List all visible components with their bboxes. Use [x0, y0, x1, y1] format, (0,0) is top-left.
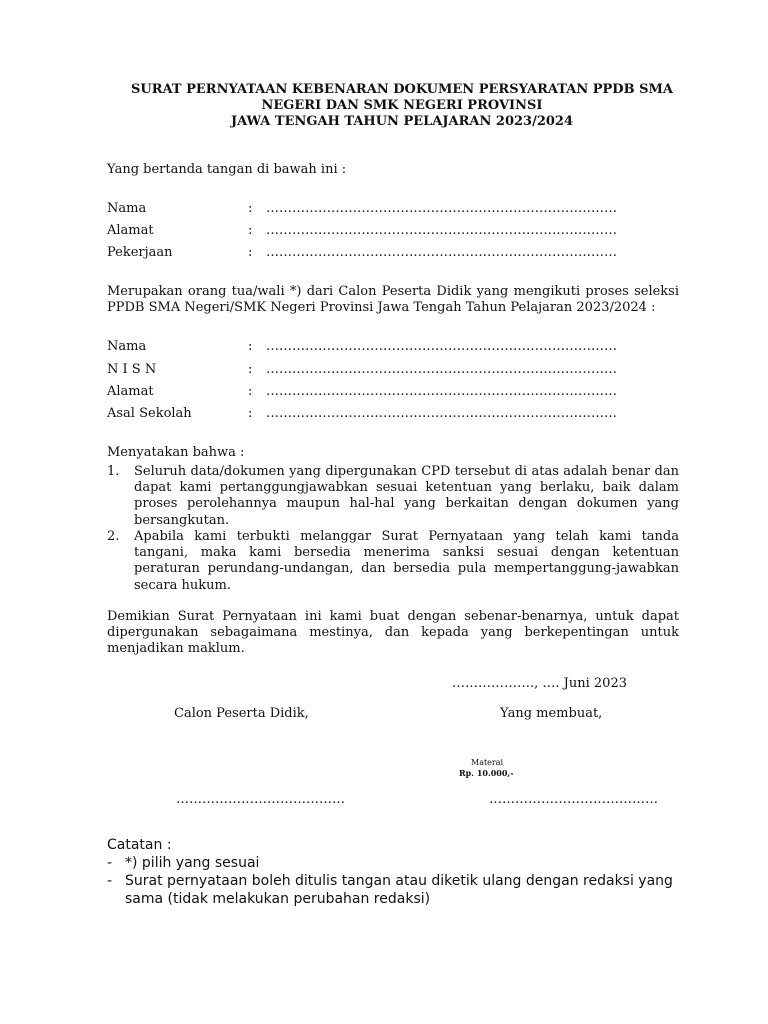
field-label-asal-sekolah: Asal Sekolah [107, 406, 192, 421]
signature-line-signer: ………………………………… [489, 792, 658, 807]
note-text: Surat pernyataan boleh ditulis tangan atau diketik ulang dengan redaksi yang sama (tidak melakukan perubahan redaksi) [125, 873, 673, 907]
field-colon: : [248, 201, 253, 216]
field-colon: : [248, 362, 253, 377]
note-dash: - [107, 873, 113, 889]
stamp-value: Rp. 10.000,- [459, 768, 514, 778]
field-dots: ……………………………………………………………………… [266, 406, 617, 421]
field-colon: : [248, 406, 253, 421]
list-item-text: Seluruh data/dokumen yang dipergunakan CPD tersebut di atas adalah benar dan dapat kami pertanggungjawabkan sesuai ketentuan yang berlaku, baik dalam proses perolehannya maupun hal-hal yang berkaitan dengan dokumen yang bersangkutan. [134, 464, 679, 528]
field-colon: : [248, 339, 253, 354]
list-number: 1. [107, 464, 120, 479]
field-label-alamat: Alamat [107, 223, 154, 238]
title-line-1: SURAT PERNYATAAN KEBENARAN DOKUMEN PERSYARATAN PPDB SMA [131, 82, 673, 97]
field-dots: ……………………………………………………………………… [266, 201, 617, 216]
title-line-3: JAWA TENGAH TAHUN PELAJARAN 2023/2024 [230, 114, 574, 129]
intro-text: Yang bertanda tangan di bawah ini : [107, 162, 347, 177]
statement-paragraph: Merupakan orang tua/wali *) dari Calon Peserta Didik yang mengikuti proses seleksi PPDB SMA Negeri/SMK Negeri Provinsi Jawa Tengah Tahun Pelajaran 2023/2024 : [107, 284, 679, 316]
note-dash: - [107, 855, 113, 871]
note-item [107, 872, 687, 908]
document-title [100, 82, 704, 130]
field-label-nisn: N I S N [107, 362, 157, 377]
field-dots: ……………………………………………………………………… [266, 223, 617, 238]
notes-heading: Catatan : [107, 837, 172, 853]
field-label-nama: Nama [107, 201, 147, 216]
note-item [107, 854, 687, 872]
stamp-label: Materai [471, 758, 504, 767]
field-colon: : [248, 384, 253, 399]
declare-heading: Menyatakan bahwa : [107, 445, 245, 460]
signature-label-student: Calon Peserta Didik, [174, 706, 309, 721]
field-dots: ……………………………………………………………………… [266, 339, 617, 354]
field-dots: ……………………………………………………………………… [266, 384, 617, 399]
closing-paragraph: Demikian Surat Pernyataan ini kami buat dengan sebenar-benarnya, untuk dapat dipergunakan sebagaimana mestinya, dan kepada yang berkepentingan untuk menjadikan maklum. [107, 609, 679, 657]
signature-label-signer: Yang membuat, [500, 706, 603, 721]
field-label-nama: Nama [107, 339, 147, 354]
list-item-text: Apabila kami terbukti melanggar Surat Pernyataan yang telah kami tanda tangani, maka kami bersedia menerima sanksi sesuai dengan ketentuan peraturan perundang-undangan, dan bersedia pula mempertanggung-jawabkan secara hukum. [134, 529, 679, 593]
signature-line-student: ………………………………… [176, 792, 345, 807]
title-line-2: NEGERI DAN SMK NEGERI PROVINSI [261, 98, 543, 113]
field-label-alamat: Alamat [107, 384, 154, 399]
notes-section [107, 836, 687, 908]
field-dots: ……………………………………………………………………… [266, 245, 617, 260]
field-colon: : [248, 245, 253, 260]
note-text: *) pilih yang sesuai [125, 855, 260, 871]
field-colon: : [248, 223, 253, 238]
field-dots: ……………………………………………………………………… [266, 362, 617, 377]
list-number: 2. [107, 529, 120, 544]
date-line: ………………., …. Juni 2023 [452, 676, 627, 691]
field-label-pekerjaan: Pekerjaan [107, 245, 173, 260]
